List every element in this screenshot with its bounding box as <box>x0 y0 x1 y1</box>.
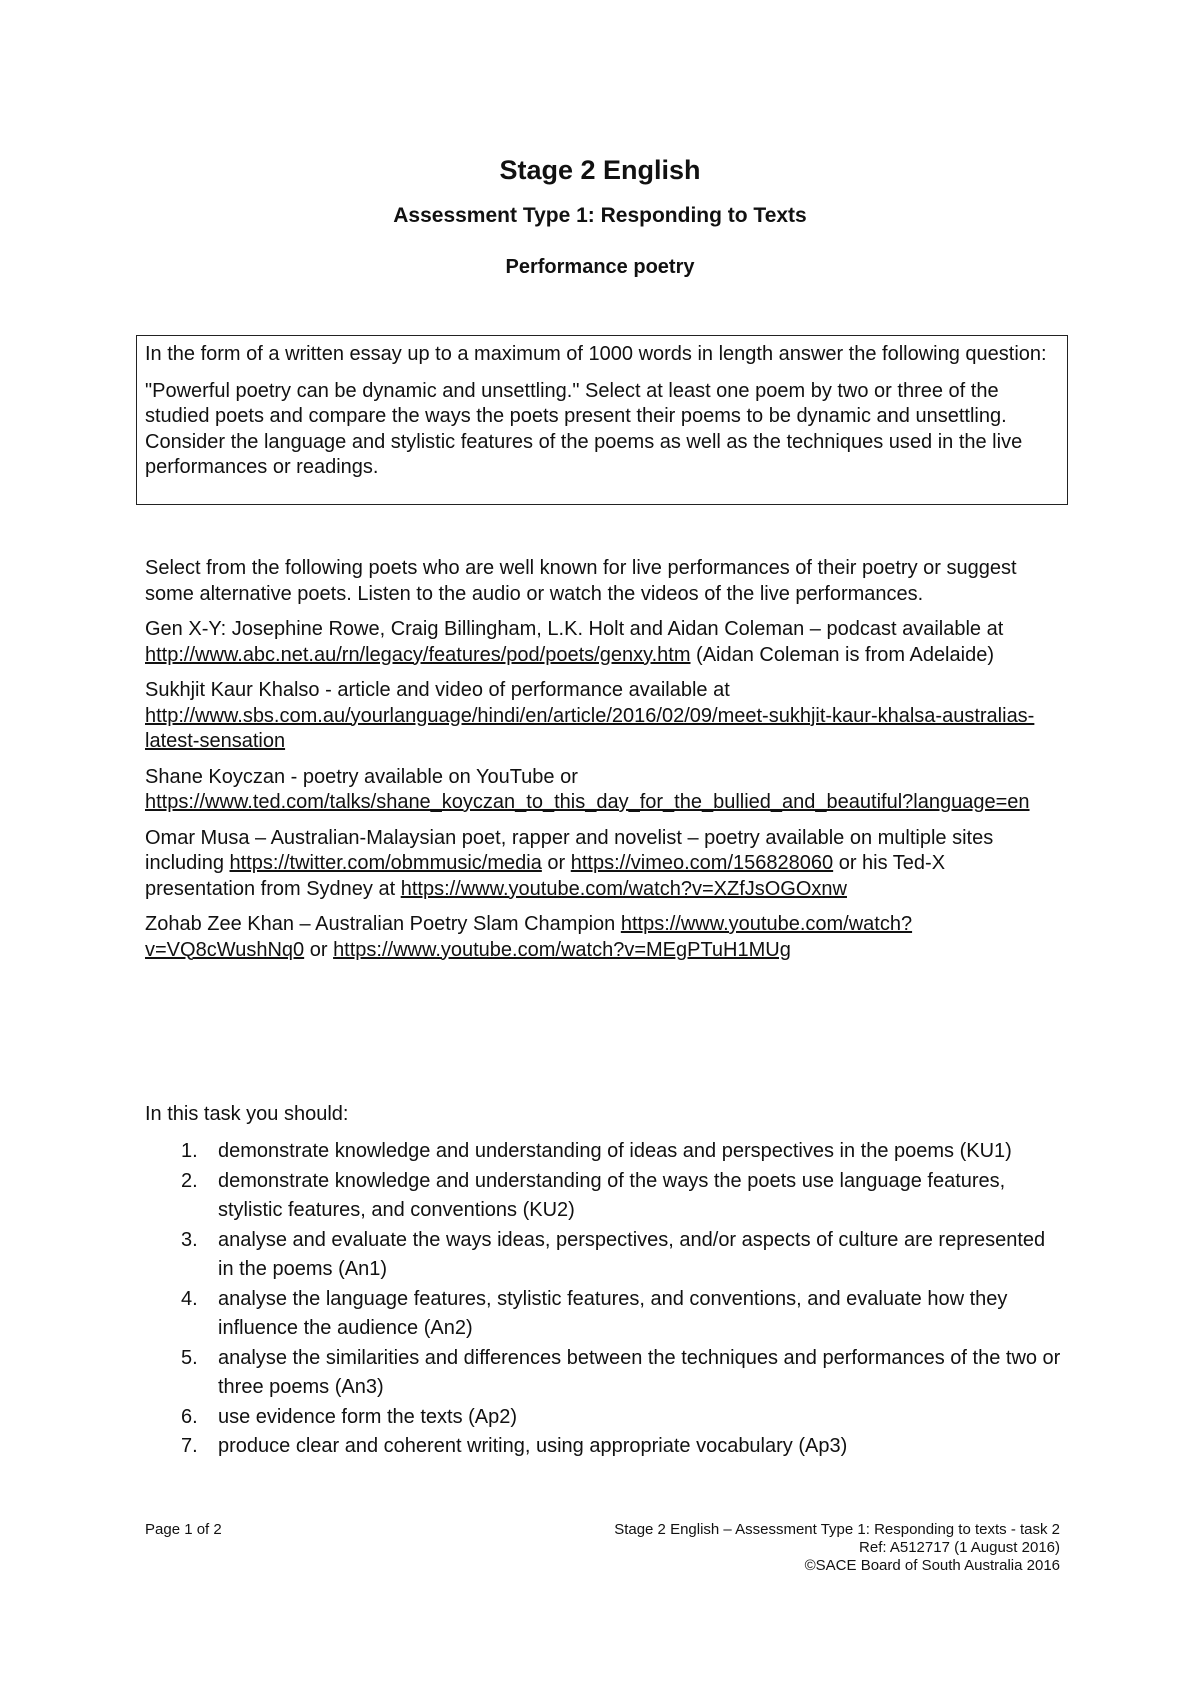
poets-intro: Select from the following poets who are well known for live performances of their poetry or suggest some alternative poets. Listen to the audio or watch the videos of the live performances. <box>145 557 1017 605</box>
task-instruction: In the form of a written essay up to a maximum of 1000 words in length answer the following question: <box>145 343 1047 365</box>
list-item: 5. analyse the similarities and differences between the techniques and performances of the two or three poems (An3) <box>181 1346 1061 1398</box>
list-item: 1. demonstrate knowledge and understanding of ideas and perspectives in the poems (KU1) <box>181 1140 1012 1162</box>
task-question: "Powerful poetry can be dynamic and unsettling." Select at least one poem by two or three of the studied poets and compare the ways the poets present their poems to be dynamic and unsettling. Consider the language and stylistic features of the poems as well as the techniques used in the live performances or readings. <box>145 379 1023 478</box>
footer-info <box>614 1521 1060 1575</box>
poet-entry-genxy: Gen X-Y: Josephine Rowe, Craig Billingham, L.K. Holt and Aidan Coleman – podcast available at http://www.abc.net.au/rn/legacy/features/pod/poets/genxy.htm (Aidan Coleman is from Adelaide) <box>145 618 1004 666</box>
list-item: 6. use evidence form the texts (Ap2) <box>181 1405 518 1428</box>
list-item: 3. analyse and evaluate the ways ideas, perspectives, and/or aspects of culture are represented in the poems (An1) <box>181 1228 1046 1280</box>
footer-doc-title: Stage 2 English – Assessment Type 1: Responding to texts - task 2 <box>614 1521 1060 1538</box>
footer-ref: Ref: A512717 (1 August 2016) <box>859 1539 1060 1556</box>
khan-youtube-link-1[interactable]: https://www.youtube.com/watch?v=VQ8cWushNq0 <box>145 913 913 961</box>
poet-entry-musa: Omar Musa – Australian-Malaysian poet, rapper and novelist – poetry available on multiple sites including https://twitter.com/obmmusic/media or https://vimeo.com/156828060 or his Ted-X presentation from Sydney at https://www.youtube.com/watch?v=XZfJsOGOxnw <box>145 826 994 900</box>
koyczan-ted-link[interactable]: https://www.ted.com/talks/shane_koyczan_to_this_day_for_the_bullied_and_beautiful?language=en <box>145 791 1030 813</box>
footer-copyright: ©SACE Board of South Australia 2016 <box>804 1557 1060 1574</box>
poet-entry-khalso: Sukhjit Kaur Khalso - article and video of performance available at http://www.sbs.com.au/yourlanguage/hindi/en/article/2016/02/09/meet-sukhjit-kaur-khalsa-australias-latest-sensation <box>145 679 1035 752</box>
criteria-list <box>145 1137 1065 1462</box>
poet-entry-khan: Zohab Zee Khan – Australian Poetry Slam Champion https://www.youtube.com/watch?v=VQ8cWushNq0 or https://www.youtube.com/watch?v=MEgPTuH1MUg <box>145 913 913 961</box>
task-question-box <box>136 335 1068 505</box>
genxy-podcast-link[interactable]: http://www.abc.net.au/rn/legacy/features/pod/poets/genxy.htm <box>145 643 691 666</box>
page-number: Page 1 of 2 <box>145 1521 222 1538</box>
poets-section <box>145 556 1055 973</box>
khalso-article-link[interactable]: http://www.sbs.com.au/yourlanguage/hindi/en/article/2016/02/09/meet-sukhjit-kaur-khalsa-australias-latest-sensation <box>145 704 1035 752</box>
list-item: 7. produce clear and coherent writing, using appropriate vocabulary (Ap3) <box>181 1435 848 1457</box>
task-list-intro: In this task you should: <box>145 1103 349 1125</box>
musa-vimeo-link[interactable]: https://vimeo.com/156828060 <box>570 852 834 874</box>
page-title: Stage 2 English <box>499 155 701 185</box>
assessment-type-heading: Assessment Type 1: Responding to Texts <box>393 204 807 227</box>
khan-youtube-link-2[interactable]: https://www.youtube.com/watch?v=MEgPTuH1MUg <box>333 938 791 961</box>
poet-entry-koyczan: Shane Koyczan - poetry available on YouTube or https://www.ted.com/talks/shane_koyczan_to_this_day_for_the_bullied_and_beautiful?language=en <box>145 765 1030 813</box>
list-item: 2. demonstrate knowledge and understanding of the ways the poets use language features, stylistic features, and conventions (KU2) <box>181 1169 1006 1221</box>
topic-heading: Performance poetry <box>505 256 695 278</box>
musa-youtube-link[interactable]: https://www.youtube.com/watch?v=XZfJsOGOxnw <box>400 877 847 900</box>
musa-twitter-link[interactable]: https://twitter.com/obmmusic/media <box>229 852 542 874</box>
list-item: 4. analyse the language features, stylistic features, and conventions, and evaluate how they influence the audience (An2) <box>181 1287 1008 1339</box>
